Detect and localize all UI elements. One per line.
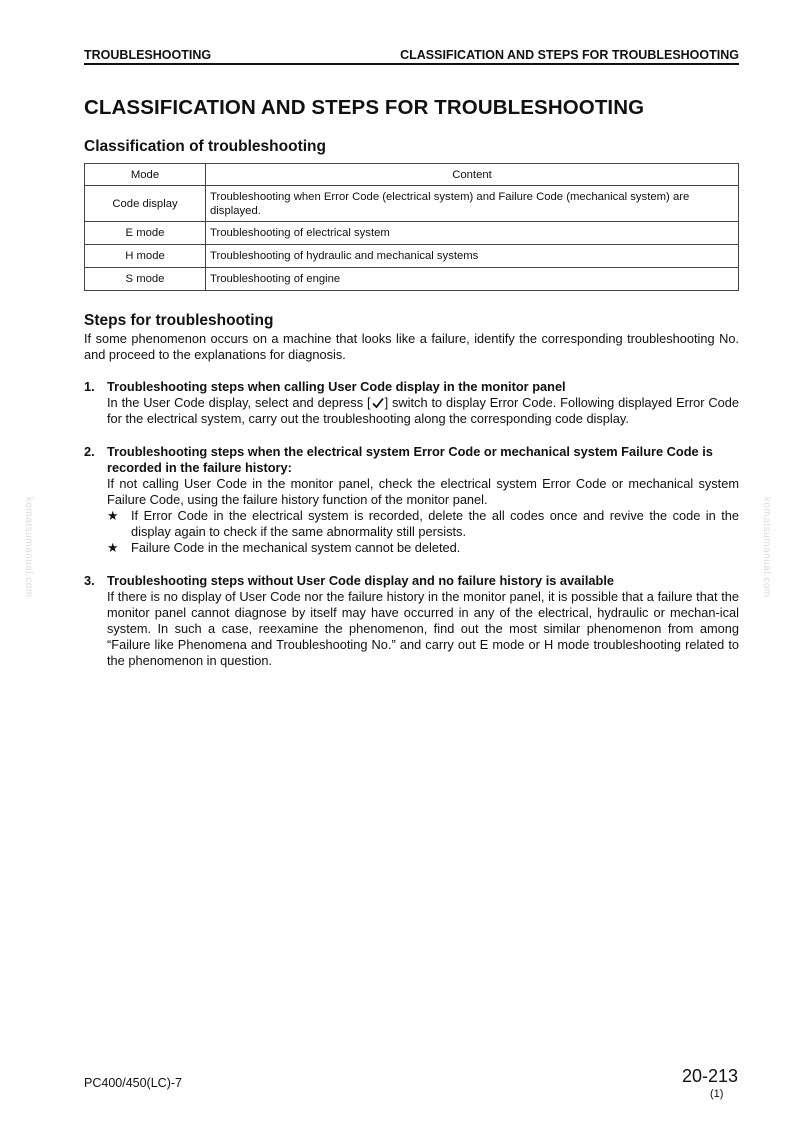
classification-table — [84, 163, 739, 291]
step-3 — [84, 573, 739, 669]
step-number: 3. — [84, 573, 95, 588]
step-body-part-b: ] switch to display Error Code. Following displayed Error Code for the electrical system, carry out the troubleshooting along the corresponding code display. — [107, 395, 739, 426]
step-2 — [84, 444, 739, 556]
table-row — [85, 245, 739, 268]
star-icon: ★ — [107, 508, 119, 523]
watermark-right: komatsumanual.com — [761, 497, 772, 598]
note-text: Failure Code in the mechanical system cannot be deleted. — [131, 540, 461, 555]
step-body: If there is no display of User Code nor the failure history in the monitor panel, it is possible that a failure that the monitor panel cannot diagnose by itself may have occurred in any of the electrical, hydraulic or mechan-ical system. In such a case, reexamine the phenomenon, find out the most similar phenomenon from among “Failure like Phenomena and Troubleshooting No.” and carry out E mode or H mode troubleshooting related to the phenomenon in question. — [107, 589, 739, 668]
table-row — [85, 222, 739, 245]
header-section-left: TROUBLESHOOTING — [84, 48, 212, 62]
header-rule — [84, 63, 739, 65]
running-header — [84, 48, 739, 64]
table-cell-mode: E mode — [85, 222, 206, 245]
step-body — [107, 395, 739, 427]
watermark-left: komatsumanual.com — [23, 497, 34, 598]
header-section-right: CLASSIFICATION AND STEPS FOR TROUBLESHOOTING — [400, 48, 739, 62]
column-header-content: Content — [206, 164, 739, 186]
step-heading: Troubleshooting steps when calling User Code display in the monitor panel — [107, 379, 566, 394]
table-row — [85, 268, 739, 291]
steps-heading: Steps for troubleshooting — [84, 312, 274, 329]
page-number: 20-213 — [681, 1066, 738, 1086]
step-heading: Troubleshooting steps without User Code display and no failure history is available — [107, 573, 614, 588]
table-cell-content: Troubleshooting of electrical system — [206, 222, 739, 245]
table-cell-content: Troubleshooting of hydraulic and mechanical systems — [206, 245, 739, 268]
table-cell-content: Troubleshooting when Error Code (electrical system) and Failure Code (mechanical system) are displayed. — [206, 186, 739, 222]
table-row — [85, 186, 739, 222]
page-revision: (1) — [710, 1088, 724, 1100]
table-cell-mode: S mode — [85, 268, 206, 291]
note-item — [107, 508, 739, 540]
note-item — [107, 540, 739, 556]
step-1 — [84, 379, 739, 427]
footer-model: PC400/450(LC)-7 — [84, 1076, 182, 1090]
note-text: If Error Code in the electrical system is recorded, delete the all codes once and revive the code in the display again to check if the same abnormality still persists. — [131, 508, 739, 539]
step-body: If not calling User Code in the monitor panel, check the electrical system Error Code or mechanical system Failure Code, using the failure history function of the monitor panel. — [107, 476, 739, 507]
step-number: 1. — [84, 379, 95, 394]
step-number: 2. — [84, 444, 95, 459]
star-icon: ★ — [107, 540, 119, 555]
table-header-row — [85, 164, 739, 186]
table-cell-content: Troubleshooting of engine — [206, 268, 739, 291]
checkmark-icon — [371, 397, 385, 409]
step-heading: Troubleshooting steps when the electrical system Error Code or mechanical system Failure Code is recorded in the failure history: — [107, 444, 713, 475]
classification-heading: Classification of troubleshooting — [84, 138, 326, 155]
steps-intro: If some phenomenon occurs on a machine that looks like a failure, identify the corresponding troubleshooting No. and proceed to the explanations for diagnosis. — [84, 331, 739, 362]
table-cell-mode: H mode — [85, 245, 206, 268]
table-cell-mode: Code display — [85, 186, 206, 222]
page-title: CLASSIFICATION AND STEPS FOR TROUBLESHOOTING — [84, 96, 645, 119]
column-header-mode: Mode — [85, 164, 206, 186]
step-body-part-a: In the User Code display, select and depress [ — [107, 395, 371, 410]
